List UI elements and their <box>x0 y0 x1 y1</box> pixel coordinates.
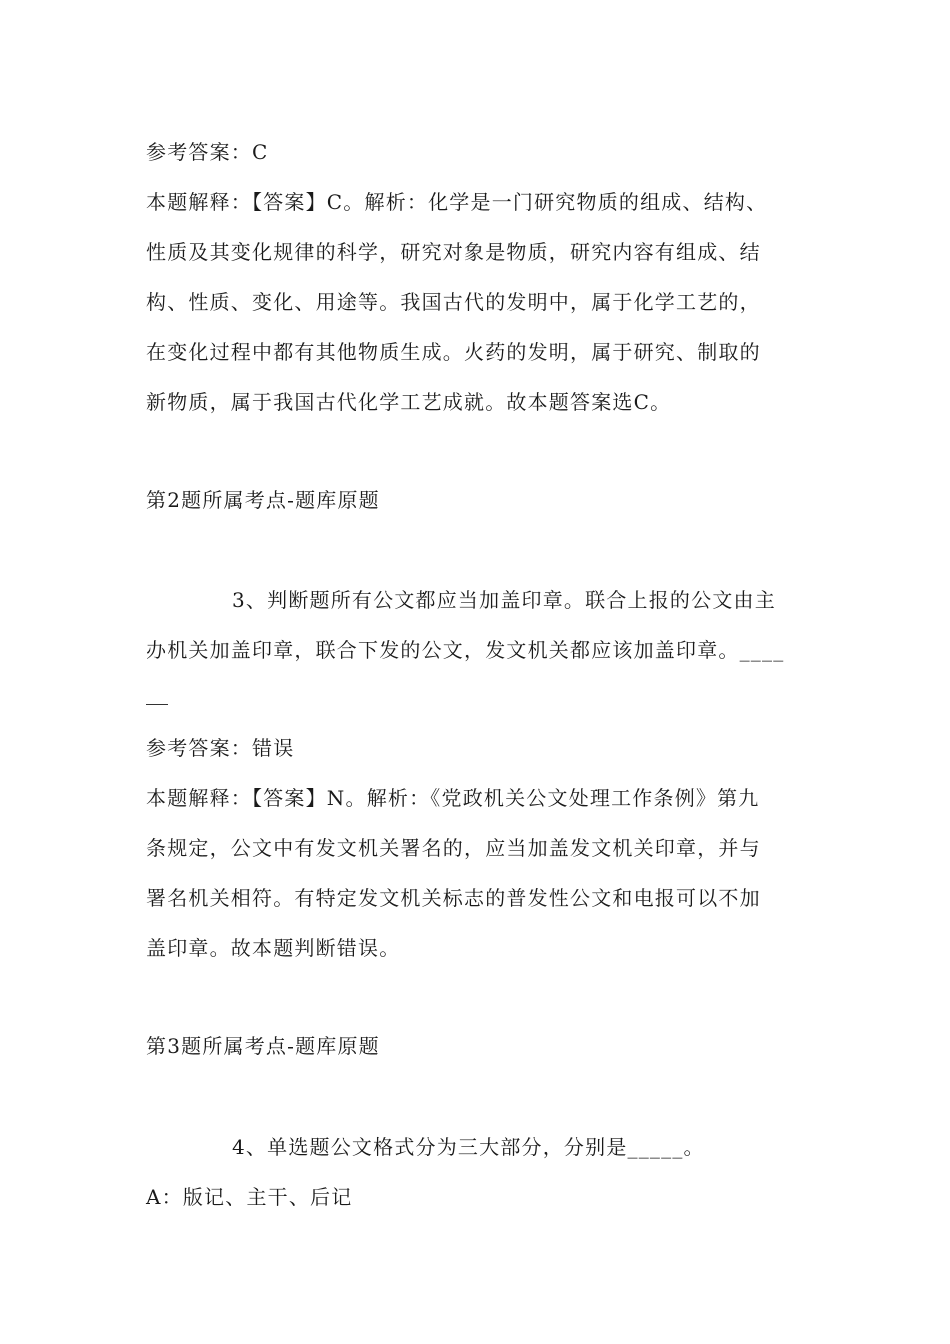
q2-explanation-line: 本题解释：【答案】C。解析：化学是一门研究物质的组成、结构、 <box>146 190 768 214</box>
q3-question-line: 办机关加盖印章，联合下发的公文，发文机关都应该加盖印章。____ <box>146 638 785 662</box>
q2-explanation-line: 性质及其变化规律的科学，研究对象是物质，研究内容有组成、结 <box>146 240 761 264</box>
q2-explanation-line: 构、性质、变化、用途等。我国古代的发明中，属于化学工艺的， <box>146 290 761 314</box>
q4-option-a: A：版记、主干、后记 <box>146 1185 353 1209</box>
q3-explanation-line: 本题解释：【答案】N。解析：《党政机关公文处理工作条例》第九 <box>146 786 760 810</box>
q2-topic: 第2题所属考点-题库原题 <box>146 488 380 512</box>
q4-question: 4、单选题公文格式分为三大部分，分别是_____。 <box>232 1135 705 1159</box>
q2-answer: 参考答案：C <box>146 140 269 164</box>
q3-question-line: 3、判断题所有公文都应当加盖印章。联合上报的公文由主 <box>232 588 776 612</box>
q3-explanation-line: 条规定，公文中有发文机关署名的，应当加盖发文机关印章，并与 <box>146 836 761 860</box>
q2-explanation-line: 在变化过程中都有其他物质生成。火药的发明，属于研究、制取的 <box>146 340 761 364</box>
q3-explanation-line: 署名机关相符。有特定发文机关标志的普发性公文和电报可以不加 <box>146 886 761 910</box>
q2-explanation-line: 新物质，属于我国古代化学工艺成就。故本题答案选C。 <box>146 390 672 414</box>
q3-topic: 第3题所属考点-题库原题 <box>146 1034 380 1058</box>
q3-answer: 参考答案：错误 <box>146 736 295 760</box>
answer-blank-line <box>146 704 168 705</box>
q3-explanation-line: 盖印章。故本题判断错误。 <box>146 936 401 960</box>
